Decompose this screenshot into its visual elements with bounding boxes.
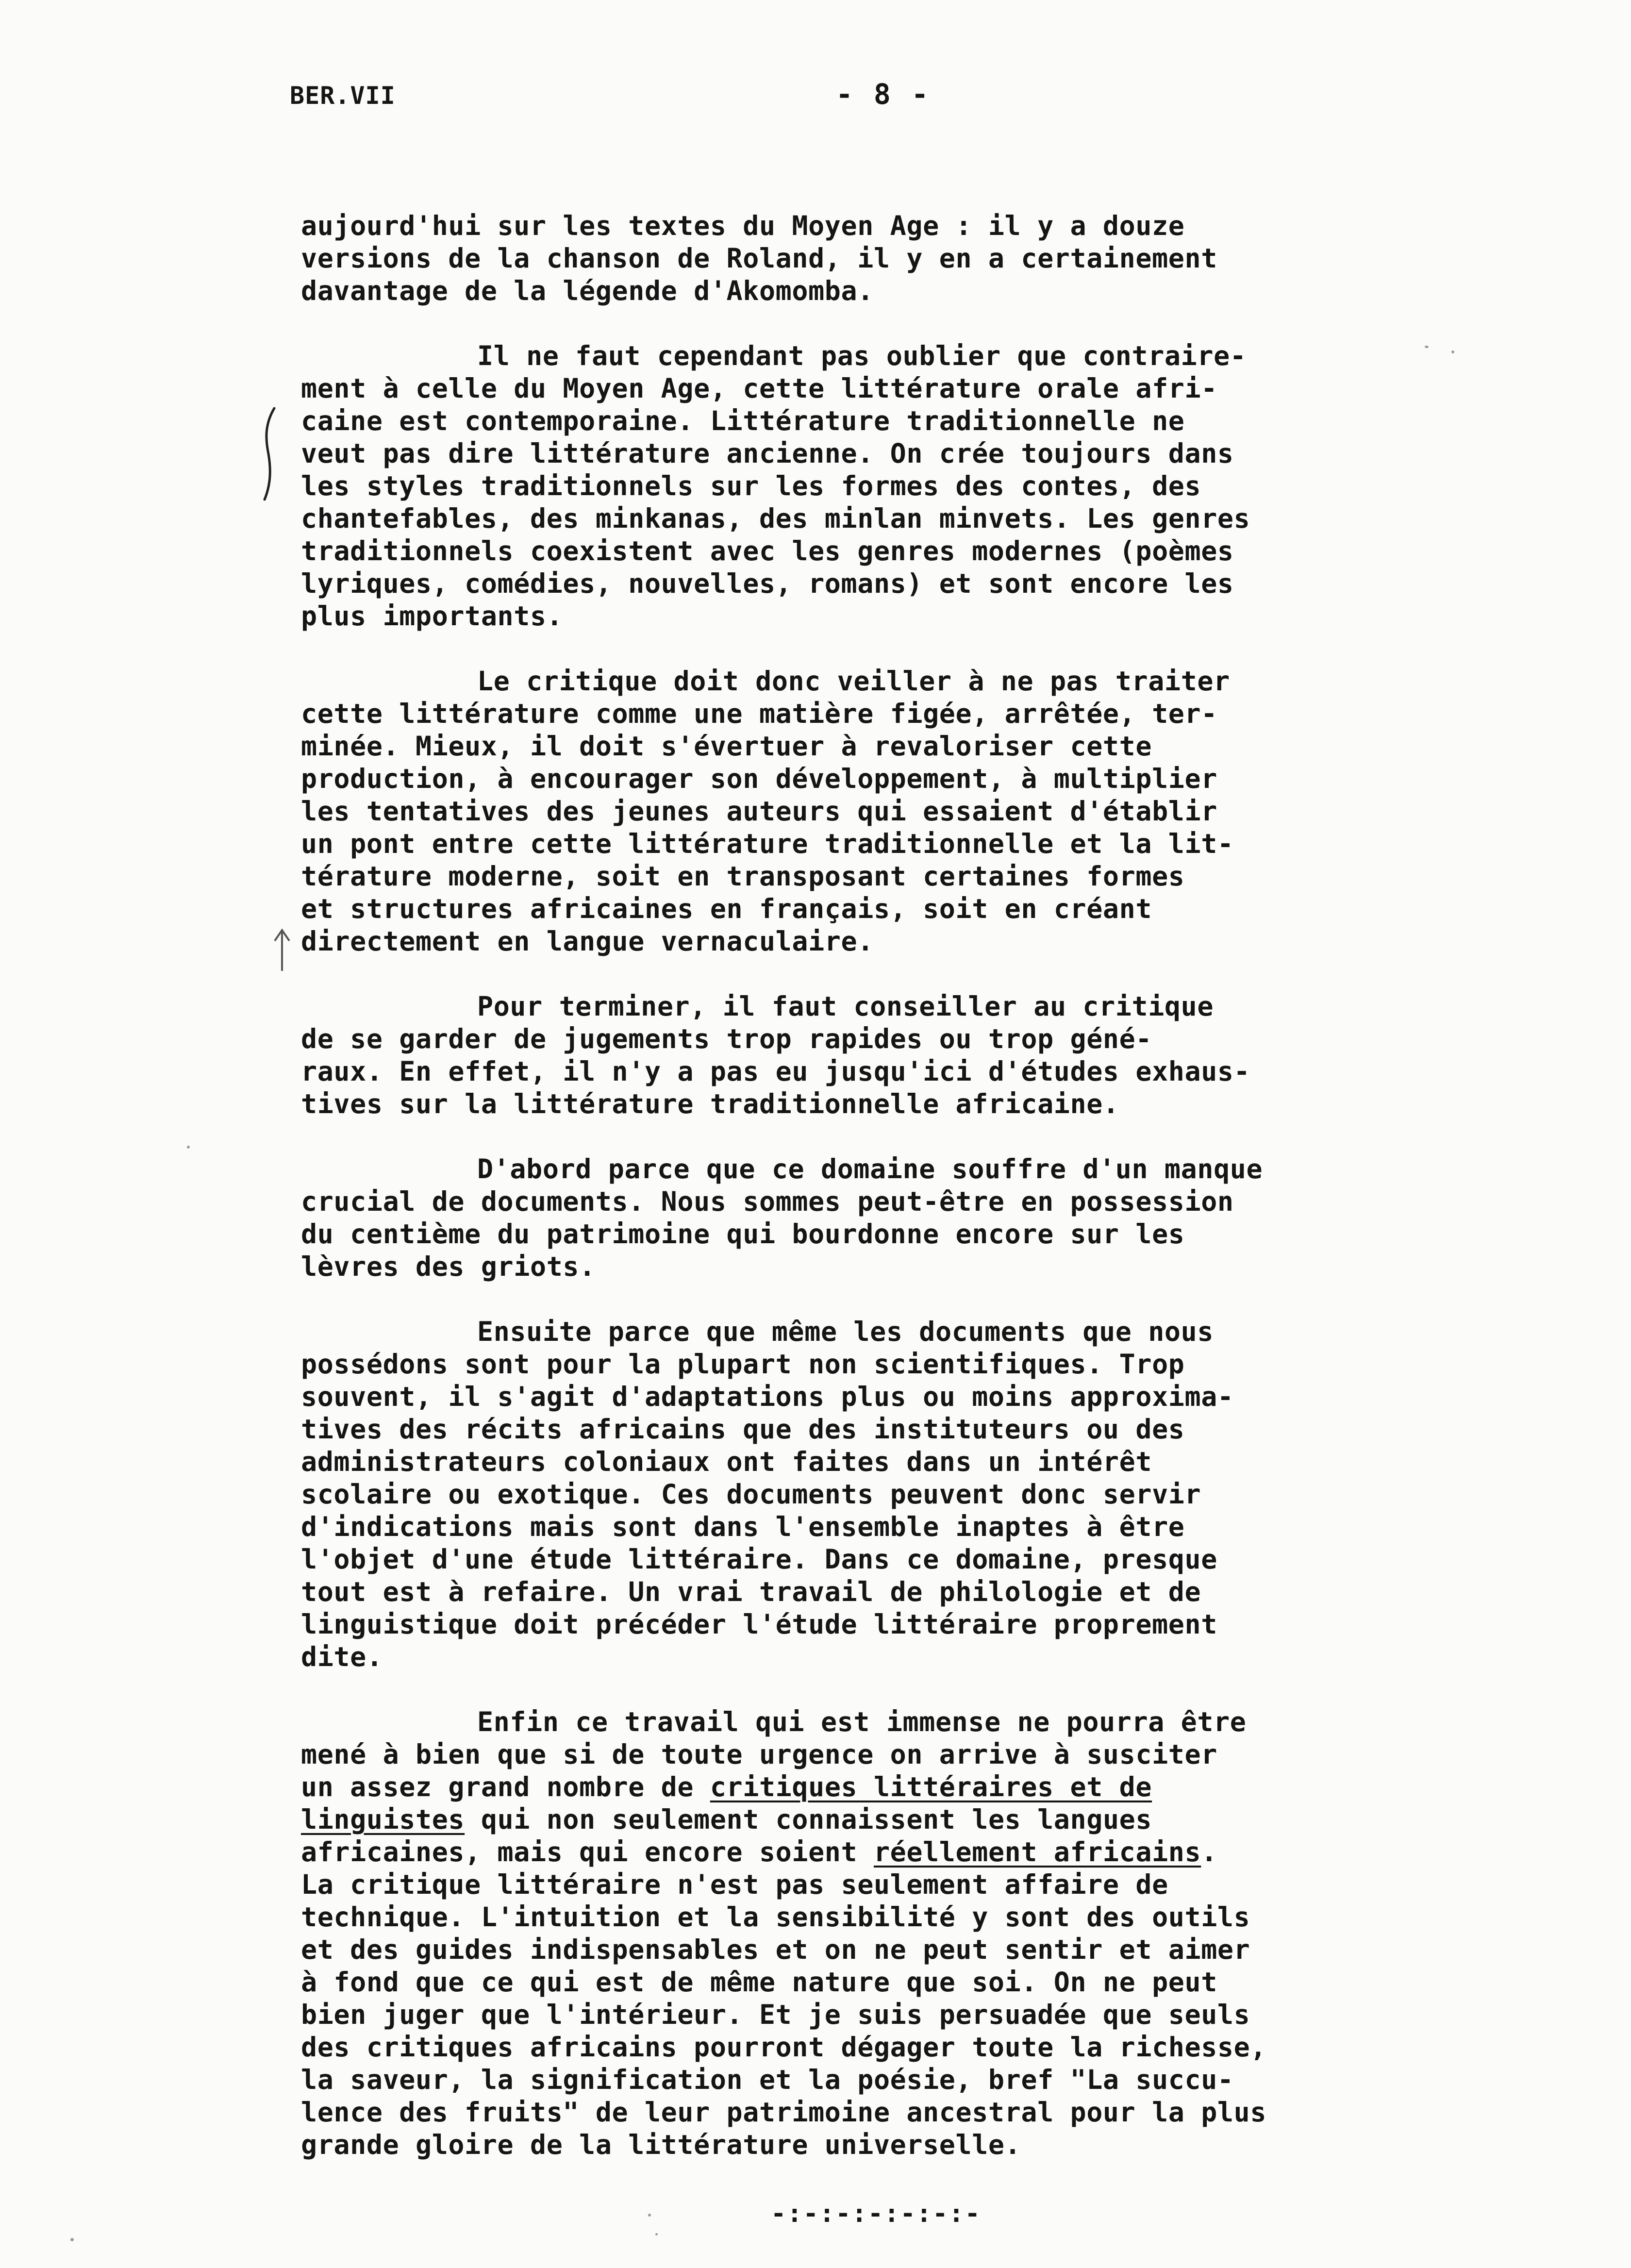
text-line: Le critique doit donc veiller à ne pas traiter [477, 666, 1230, 697]
end-ornament: -:-:-:-:-:-:- [771, 2199, 981, 2228]
text-line: d'indications mais sont dans l'ensemble inaptes à être [301, 1511, 1185, 1542]
text-line: administrateurs coloniaux ont faites dans un intérêt [301, 1446, 1152, 1477]
text-line: davantage de la légende d'Akomomba. [301, 275, 874, 306]
text-run: . [1201, 1836, 1217, 1868]
text-line: un pont entre cette littérature traditionnelle et la lit- [301, 828, 1234, 859]
text-line: dite. [301, 1641, 383, 1672]
text-line: caine est contemporaine. Littérature traditionnelle ne [301, 405, 1185, 436]
margin-arrow-mark [270, 926, 294, 975]
text-line: La critique littéraire n'est pas seulement affaire de [301, 1869, 1168, 1900]
scan-speck [187, 1146, 190, 1149]
text-line: tives sur la littérature traditionnelle africaine. [301, 1088, 1119, 1119]
text-line: l'objet d'une étude littéraire. Dans ce domaine, presque [301, 1544, 1217, 1575]
text-line: les tentatives des jeunes auteurs qui essaient d'établir [301, 796, 1217, 827]
text-line: D'abord parce que ce domaine souffre d'un manque [477, 1153, 1263, 1184]
scan-speck [1451, 350, 1454, 353]
text-line: la saveur, la signification et la poésie, bref "La succu- [301, 2064, 1234, 2095]
underlined-phrase: réellement africains [873, 1836, 1201, 1868]
text-line: possédons sont pour la plupart non scientifiques. Trop [301, 1349, 1185, 1380]
text-line: traditionnels coexistent avec les genres modernes (poèmes [301, 535, 1234, 567]
text-line: de se garder de jugements trop rapides ou trop géné- [301, 1023, 1152, 1054]
text-line: des critiques africains pourront dégager toute la richesse, [301, 2032, 1267, 2063]
margin-bracket-mark [260, 405, 279, 502]
text-line: directement en langue vernaculaire. [301, 926, 874, 957]
paragraph-7 [301, 1706, 1505, 2161]
text-line: les styles traditionnels sur les formes des contes, des [301, 470, 1201, 501]
text-line: raux. En effet, il n'y a pas eu jusqu'ici d'études exhaus- [301, 1056, 1250, 1087]
text-line: Enfin ce travail qui est immense ne pourra être [477, 1706, 1247, 1737]
text-line: ment à celle du Moyen Age, cette littérature orale afri- [301, 373, 1217, 404]
text-line: bien juger que l'intérieur. Et je suis persuadée que seuls [301, 1999, 1250, 2030]
text-line: tout est à refaire. Un vrai travail de philologie et de [301, 1576, 1201, 1607]
text-line: tives des récits africains que des instituteurs ou des [301, 1414, 1185, 1445]
scan-speck [1425, 346, 1429, 348]
paragraph-5 [301, 1153, 1505, 1283]
text-line: du centième du patrimoine qui bourdonne encore sur les [301, 1218, 1185, 1250]
text-line: térature moderne, soit en transposant certaines formes [301, 861, 1185, 892]
underlined-phrase: critiques littéraires et de [710, 1771, 1152, 1802]
text-line [301, 1771, 1505, 1803]
paragraph-4 [301, 990, 1505, 1120]
text-line: Pour terminer, il faut conseiller au critique [477, 991, 1214, 1022]
paragraph-3 [301, 665, 1505, 958]
paragraph-2 [301, 340, 1505, 633]
page-number: - 8 - [836, 78, 931, 111]
underlined-phrase: linguistes [301, 1804, 465, 1835]
text-line: chantefables, des minkanas, des minlan minvets. Les genres [301, 503, 1250, 534]
text-line: lence des fruits" de leur patrimoine ancestral pour la plus [301, 2097, 1267, 2128]
paragraph-6 [301, 1316, 1505, 1673]
scan-speck [648, 2214, 651, 2217]
text-line: lyriques, comédies, nouvelles, romans) et sont encore les [301, 568, 1234, 599]
scan-speck [655, 2233, 658, 2235]
text-line: cette littérature comme une matière figée, arrêtée, ter- [301, 698, 1217, 729]
text-line: veut pas dire littérature ancienne. On crée toujours dans [301, 438, 1234, 469]
text-run: qui non seulement connaissent les langues [465, 1804, 1152, 1835]
text-line: linguistique doit précéder l'étude littéraire proprement [301, 1609, 1217, 1640]
text-line: grande gloire de la littérature universelle. [301, 2129, 1021, 2160]
text-line: crucial de documents. Nous sommes peut-être en possession [301, 1186, 1234, 1217]
document-body [301, 210, 1505, 2161]
text-line: Ensuite parce que même les documents que nous [477, 1316, 1214, 1347]
scan-speck [70, 2238, 74, 2241]
text-line: à fond que ce qui est de même nature que soi. On ne peut [301, 1967, 1217, 1998]
text-line: souvent, il s'agit d'adaptations plus ou moins approxima- [301, 1381, 1234, 1412]
text-line [301, 1803, 1505, 1836]
text-line: Il ne faut cependant pas oublier que contraire- [477, 340, 1247, 371]
text-line: et structures africaines en français, soit en créant [301, 893, 1152, 924]
text-line: production, à encourager son développement, à multiplier [301, 763, 1217, 794]
text-line: scolaire ou exotique. Ces documents peuvent donc servir [301, 1479, 1201, 1510]
text-line: versions de la chanson de Roland, il y en a certainement [301, 243, 1217, 274]
text-line: et des guides indispensables et on ne peut sentir et aimer [301, 1934, 1250, 1965]
text-line: minée. Mieux, il doit s'évertuer à revaloriser cette [301, 731, 1152, 762]
text-line: aujourd'hui sur les textes du Moyen Age : il y a douze [301, 210, 1185, 241]
text-line: plus importants. [301, 600, 563, 632]
text-run: un assez grand nombre de [301, 1771, 710, 1802]
text-line: mené à bien que si de toute urgence on arrive à susciter [301, 1739, 1217, 1770]
text-run: africaines, mais qui encore soient [301, 1836, 874, 1868]
text-line: lèvres des griots. [301, 1251, 596, 1282]
text-line: technique. L'intuition et la sensibilité y sont des outils [301, 1901, 1250, 1933]
paragraph-1 [301, 210, 1505, 307]
text-line [301, 1836, 1505, 1868]
document-reference: BER.VII [290, 82, 396, 110]
